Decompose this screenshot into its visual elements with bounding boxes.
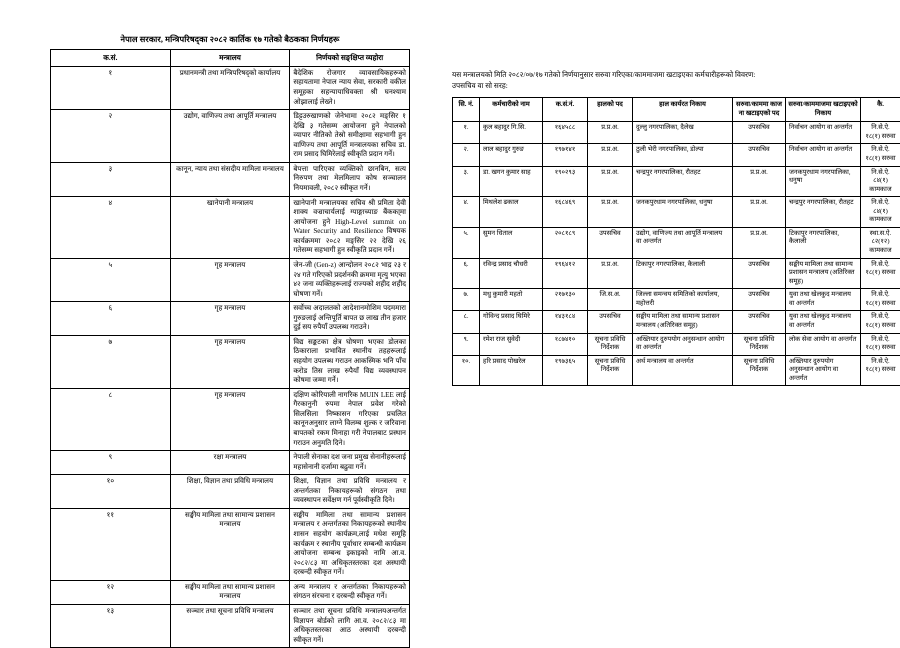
cell-employee-name: मिथलेश ढकाल xyxy=(480,197,543,228)
cell-current-office: ठुली भेरी नगरपालिका, डोल्पा xyxy=(633,144,733,166)
cell-employee-code: १६८४६९ xyxy=(543,197,588,228)
cell-current-office: जनकपुरधाम नगरपालिका, धनुषा xyxy=(633,197,733,228)
cell-serial: १३ xyxy=(51,604,171,647)
cell-serial: ११ xyxy=(51,508,171,580)
cell-decision: दक्षिण कोरियाली नागरिक MUIN LEE लाई गैरकानुनी रुपमा नेपाल प्रवेश गरेको सिलसिला निष्कासन गरिएका प्रचलित कानूनअनुसार लाग्ने विलम्ब शुल्क र जरिवाना बापतको रकम मिनाहा गरी नेपालबाट प्रस्थान गराउन अनुमति दिने। xyxy=(290,388,410,450)
transfer-intro xyxy=(452,70,860,92)
cell-new-office: निर्वाचन आयोग वा अन्तर्गत xyxy=(786,144,861,166)
cell-current-office: जिल्ला समन्वय समितिको कार्यालय, महोत्तरी xyxy=(633,289,733,311)
header-current-post: हालको पद xyxy=(588,97,633,121)
cell-employee-code: १४३१८४ xyxy=(543,311,588,333)
document-title: नेपाल सरकार, मन्त्रिपरिषद्का २०८२ कार्तिक १७ गतेको बैठकका निर्णयहरू xyxy=(50,34,410,45)
cell-current-post: प्र.प्र.अ. xyxy=(588,166,633,197)
header-serial: सि. नं. xyxy=(453,97,480,121)
cell-ministry: सङ्घीय मामिला तथा सामान्य प्रशासन मन्त्रालय xyxy=(170,580,290,604)
table-row xyxy=(51,162,410,196)
cell-new-office: चन्द्रपुर नगरपालिका, रौतहट xyxy=(786,197,861,228)
cell-serial: ५. xyxy=(453,227,480,258)
cell-current-post: जि.स.अ. xyxy=(588,289,633,311)
cell-current-post: उपसचिव xyxy=(588,227,633,258)
cell-remark: नि.से.ऐ. १८(१) सरुवा xyxy=(861,122,900,144)
cell-new-post: उपसचिव xyxy=(733,144,786,166)
table-row xyxy=(453,144,900,166)
cell-new-post: प्र.प्र.अ. xyxy=(733,227,786,258)
cell-new-office: टिकापुर नगरपालिका, कैलाली xyxy=(786,227,861,258)
cell-serial: १२ xyxy=(51,580,171,604)
cell-current-office: दुल्लु नगरपालिका, दैलेख xyxy=(633,122,733,144)
cell-ministry: रक्षा मन्त्रालय xyxy=(170,451,290,475)
cabinet-decisions-document xyxy=(50,34,410,648)
cell-serial: १०. xyxy=(453,355,480,386)
cell-current-post: प्र.प्र.अ. xyxy=(588,258,633,289)
cell-current-office: अर्थ मन्त्रालय वा अन्तर्गत xyxy=(633,355,733,386)
cell-new-post: प्र.प्र.अ. xyxy=(733,197,786,228)
cell-current-post: उपसचिव xyxy=(588,311,633,333)
table-row xyxy=(51,580,410,604)
cell-serial: ४. xyxy=(453,197,480,228)
cell-serial: ८. xyxy=(453,311,480,333)
cell-new-office: युवा तथा खेलकुद मन्त्रालय वा अन्तर्गत xyxy=(786,311,861,333)
cell-serial: ७. xyxy=(453,289,480,311)
cell-ministry: शिक्षा, विज्ञान तथा प्रविधि मन्त्रालय xyxy=(170,475,290,509)
cell-decision: शिक्षा, विज्ञान तथा प्रविधि मन्त्रालय र अन्तर्गतका निकायहरूको संगठन तथा व्यवस्थापन सर्वेक्षण गर्न पूर्वस्वीकृति दिने। xyxy=(290,475,410,509)
cell-employee-name: कुल बहादुर गि.सि. xyxy=(480,122,543,144)
table-row xyxy=(51,66,410,109)
cell-new-post: उपसचिव xyxy=(733,311,786,333)
cell-new-office: युवा तथा खेलकुद मन्त्रालय वा अन्तर्गत xyxy=(786,289,861,311)
cell-serial: २. xyxy=(453,144,480,166)
cell-remark: नि.से.ऐ. १८(१) सरुवा xyxy=(861,258,900,289)
cell-decision: सर्वोच्च अदालतको आदेशानमोशिम पदममारा गुरुङलाई अन्तिपूर्ति बापत छ लाख तीन हजार दुई सय रुपैयाँ उपलब्ध गराउने। xyxy=(290,302,410,336)
cell-current-post: प्र.प्र.अ. xyxy=(588,144,633,166)
cell-current-office: चन्द्रपुर नगरपालिका, रौतहट xyxy=(633,166,733,197)
header-employee-name: कर्मचारीको नाम xyxy=(480,97,543,121)
cell-ministry: खानेपानी मन्त्रालय xyxy=(170,196,290,258)
cell-current-post: सूचना प्रविधि निर्देशक xyxy=(588,355,633,386)
cell-employee-name: गोविन्द प्रसाद घिमिरे xyxy=(480,311,543,333)
cell-new-post: सूचना प्रविधि निर्देशक xyxy=(733,333,786,355)
cell-employee-code: २१७१३० xyxy=(543,289,588,311)
cell-employee-code: २०८१८९ xyxy=(543,227,588,258)
header-ministry: मन्त्रालय xyxy=(170,50,290,67)
cell-remark: नि.से.ऐ. १८(१) सरुवा xyxy=(861,289,900,311)
table-row xyxy=(453,289,900,311)
cell-decision: डिट्टउरुखाणको जेनेभामा २०८२ मङ्सिर १ देखि ३ गतेसम्म आयोजना हुने नेपालको व्यापार नीतिको तेस्रो समीक्षामा सहभागी हुन वाणिज्य तथा आपूर्ति मन्त्रालयका सचिव डा. राम प्रसाद घिमिरेलाई स्वीकृति प्रदान गर्ने। xyxy=(290,110,410,163)
table-row xyxy=(51,302,410,336)
cell-decision: विद्य सङ्कटका क्षेत्र घोषणा भएका डोलका ठिकाराला प्रभावित स्थानीय तहहरूलाई सहयोग उपलब्ध गराउन आकस्मिक भनि पाँच करोड तिस लाख रुपैयाँ विद्य व्यवस्थापन कोषमा जम्मा गर्ने। xyxy=(290,335,410,388)
cell-decision: नेपाली सेनाका दश जना प्रमुख सेनानीहरूलाई महासेनानी दर्जामा बढुवा गर्ने। xyxy=(290,451,410,475)
cell-decision: सञ्चार तथा सूचना प्रविधि मन्त्रालयअन्तर्गत विज्ञापन बोर्डको लागि आ.व. २०८२/८३ मा अधिकृतस्तरका आठ अस्थायी दरबन्दी स्वीकृत गर्ने। xyxy=(290,604,410,647)
cell-decision: सङ्घीय मामिला तथा सामान्य प्रशासन मन्त्रालय र अन्तर्गतका निकायहरूको स्थानीय शासन सहयोग कार्यक्रम,लाई मधेश समूहि कार्यक्रम र स्थानीय पूर्वाधार सम्बन्धी कार्यक्रम आयोजना सम्बन्ध इकाइको नामि आ.व. २०८२/८३ मा अधिकृतस्तरका दश अस्थायी दरबन्दी स्वीकृत गर्ने। xyxy=(290,508,410,580)
table-row xyxy=(453,258,900,289)
transfer-intro-line-1: यस मन्त्रालयको मिति २०८२/०७/१७ गतेको निर्णयानुसार सरुवा गरिएका/काममाजमा खटाइएका कर्मचारीहरूको विवरण: xyxy=(452,70,860,81)
staff-transfer-document xyxy=(452,70,860,386)
cell-current-office: टिकापुर नगरपालिका, कैलाली xyxy=(633,258,733,289)
cell-new-post: उपसचिव xyxy=(733,289,786,311)
cell-ministry: गृह मन्त्रालय xyxy=(170,258,290,301)
table-row xyxy=(51,388,410,450)
header-new-post: सरुवा/काममा काज ना खटाइएको पद xyxy=(733,97,786,121)
cell-ministry: सञ्चार तथा सूचना प्रविधि मन्त्रालय xyxy=(170,604,290,647)
cell-serial: ३ xyxy=(51,162,171,196)
header-current-office: हाल कार्यरत निकाय xyxy=(633,97,733,121)
cell-decision: अन्य मन्त्रालय र अन्तर्गतका निकायहरूको संगठन संरचना र दरबन्दी स्वीकृत गर्ने। xyxy=(290,580,410,604)
table-row xyxy=(51,475,410,509)
cell-ministry: गृह मन्त्रालय xyxy=(170,335,290,388)
cell-serial: १० xyxy=(51,475,171,509)
header-employee-code: क.सं.नं. xyxy=(543,97,588,121)
table-row xyxy=(453,355,900,386)
cell-serial: ८ xyxy=(51,388,171,450)
cell-decision: जेन-जी (Gen-z) आन्दोलन २०८२ भाद्र २३ र २४ गते गरिएको प्रदर्शनकी क्रममा मृत्यु भएका ४२ जना व्यक्तिहरूलाई राज्यको शहीद शहीद घोषणा गर्ने। xyxy=(290,258,410,301)
cell-employee-name: मधु कुमारी महतो xyxy=(480,289,543,311)
cell-remark: नि.से.ऐ. १८(१) सरुवा xyxy=(861,355,900,386)
table-row xyxy=(51,196,410,258)
header-serial: क.सं. xyxy=(51,50,171,67)
cell-decision: बेपत्ता पारिएका व्यक्तिको छानबिन, सत्य निरुपण तथा मेलमिलाप कोष सञ्चालन नियमावली, २०८२ स्वीकृत गर्ने। xyxy=(290,162,410,196)
header-decision: निर्णयको सङ्क्षिप्त व्यहोरा xyxy=(290,50,410,67)
cell-new-office: सङ्घीय मामिला तथा सामान्य प्रशासन मन्त्रालय (अतिरिक्त समूह) xyxy=(786,258,861,289)
cell-employee-code: १९०२९३ xyxy=(543,166,588,197)
cell-new-post: उपसचिव xyxy=(733,122,786,144)
table-header-row xyxy=(453,97,900,121)
cell-ministry: कानून, न्याय तथा संसदीय मामिला मन्त्रालय xyxy=(170,162,290,196)
cell-ministry: गृह मन्त्रालय xyxy=(170,388,290,450)
cell-new-office: अख्तियार दुरुपयोग अनुसन्धान आयोग वा अन्तर्गत xyxy=(786,355,861,386)
cell-ministry: प्रधानमन्त्री तथा मन्त्रिपरिषद्को कार्यालय xyxy=(170,66,290,109)
cell-remark: नि.से.ऐ. ८४(१) कामकाज xyxy=(861,166,900,197)
cell-serial: ३. xyxy=(453,166,480,197)
cell-serial: २ xyxy=(51,110,171,163)
table-row xyxy=(453,197,900,228)
table-row xyxy=(51,258,410,301)
cell-employee-code: १९६४१२ xyxy=(543,258,588,289)
cell-ministry: उद्योग, वाणिज्य तथा आपूर्ति मन्त्रालय xyxy=(170,110,290,163)
table-row xyxy=(51,335,410,388)
cell-serial: ९ xyxy=(51,451,171,475)
cell-decision: खानेपानी मन्त्रालयका सचिव श्री प्रमिता देवी शाक्य वज्राचार्यलाई ग्याङ्गाच्याङ बैंकका्मा आयोजना हुने High-Level summit on Water Security and Resilience विषयक कार्यक्रममा २०८२ मङ्सिर २२ देखि २६ गतेसम्म सहभागी हुन स्वीकृति प्रदान गर्ने। xyxy=(290,196,410,258)
cell-decision: बैदेशिक रोजगार व्यावसायिकहरूको सहायतामा नेपाल न्याय सेवा, सरकारी वकील समूहका सहन्यायाधिवक्ता श्री घनश्याम ओझालाई लेख्ने। xyxy=(290,66,410,109)
cell-new-office: जनकपुरधाम नगरपालिका, धनुषा xyxy=(786,166,861,197)
cell-employee-name: लाल बहादुर गुरुङ xyxy=(480,144,543,166)
cell-employee-name: हरि प्रसाद पोखरेल xyxy=(480,355,543,386)
cell-serial: ४ xyxy=(51,196,171,258)
header-new-office: सरुवा/काममाजमा खटाइएको निकाय xyxy=(786,97,861,121)
cell-new-post: उपसचिव xyxy=(733,258,786,289)
cell-new-post: सूचना प्रविधि निर्देशक xyxy=(733,355,786,386)
table-row xyxy=(51,451,410,475)
header-remark: कै. xyxy=(861,97,900,121)
table-row xyxy=(51,604,410,647)
cell-ministry: सङ्घीय मामिला तथा सामान्य प्रशासन मन्त्रालय xyxy=(170,508,290,580)
cell-new-post: प्र.प्र.अ. xyxy=(733,166,786,197)
cell-ministry: गृह मन्त्रालय xyxy=(170,302,290,336)
cell-employee-name: रविन्द्र प्रसाद चौधरी xyxy=(480,258,543,289)
cell-current-office: अख्तियार दुरुपयोग अनुसन्धान आयोग वा अन्तर्गत xyxy=(633,333,733,355)
cell-employee-name: रमेश राज सुवेदी xyxy=(480,333,543,355)
cell-serial: ५ xyxy=(51,258,171,301)
cell-current-post: प्र.प्र.अ. xyxy=(588,122,633,144)
cell-current-office: उद्योग, वाणिज्य तथा आपूर्ति मन्त्रालय वा अन्तर्गत xyxy=(633,227,733,258)
cell-current-office: सङ्घीय मामिला तथा सामान्य प्रशासन मन्त्रालय (अतिरिक्त समूह) xyxy=(633,311,733,333)
table-header-row xyxy=(51,50,410,67)
cell-employee-code: १६४५८८ xyxy=(543,122,588,144)
cell-serial: १ xyxy=(51,66,171,109)
cell-employee-code: १९७१४१ xyxy=(543,144,588,166)
cell-employee-name: सुमन धिताल xyxy=(480,227,543,258)
table-row xyxy=(453,122,900,144)
table-row xyxy=(51,508,410,580)
cell-remark: नि.से.ऐ. १८(१) सरुवा xyxy=(861,144,900,166)
cell-current-post: सूचना प्रविधि निर्देशक xyxy=(588,333,633,355)
cell-serial: ६. xyxy=(453,258,480,289)
cell-new-office: निर्वाचन आयोग वा अन्तर्गत xyxy=(786,122,861,144)
staff-transfer-table xyxy=(452,97,900,386)
cell-serial: ६ xyxy=(51,302,171,336)
transfer-intro-line-2: उपसचिव वा सो सरह: xyxy=(452,81,860,92)
cell-remark: नि.से.ऐ. १८(१) सरुवा xyxy=(861,311,900,333)
table-row xyxy=(51,110,410,163)
cell-serial: ९. xyxy=(453,333,480,355)
decisions-table xyxy=(50,49,410,648)
cell-remark: नि.से.ऐ. १८(१) सरुवा xyxy=(861,333,900,355)
table-row xyxy=(453,333,900,355)
cell-serial: १. xyxy=(453,122,480,144)
cell-remark: स्था.स.ऐ. ८२(१२) कामकाज xyxy=(861,227,900,258)
cell-remark: नि.से.ऐ. ८४(१) कामकाज xyxy=(861,197,900,228)
cell-current-post: प्र.प्र.अ. xyxy=(588,197,633,228)
cell-serial: ७ xyxy=(51,335,171,388)
cell-employee-name: डा. खगन कुमार साह xyxy=(480,166,543,197)
table-row xyxy=(453,166,900,197)
table-row xyxy=(453,311,900,333)
cell-employee-code: १८७४१० xyxy=(543,333,588,355)
table-row xyxy=(453,227,900,258)
cell-employee-code: १९७३६५ xyxy=(543,355,588,386)
cell-new-office: लोक सेवा आयोग वा अन्तर्गत xyxy=(786,333,861,355)
